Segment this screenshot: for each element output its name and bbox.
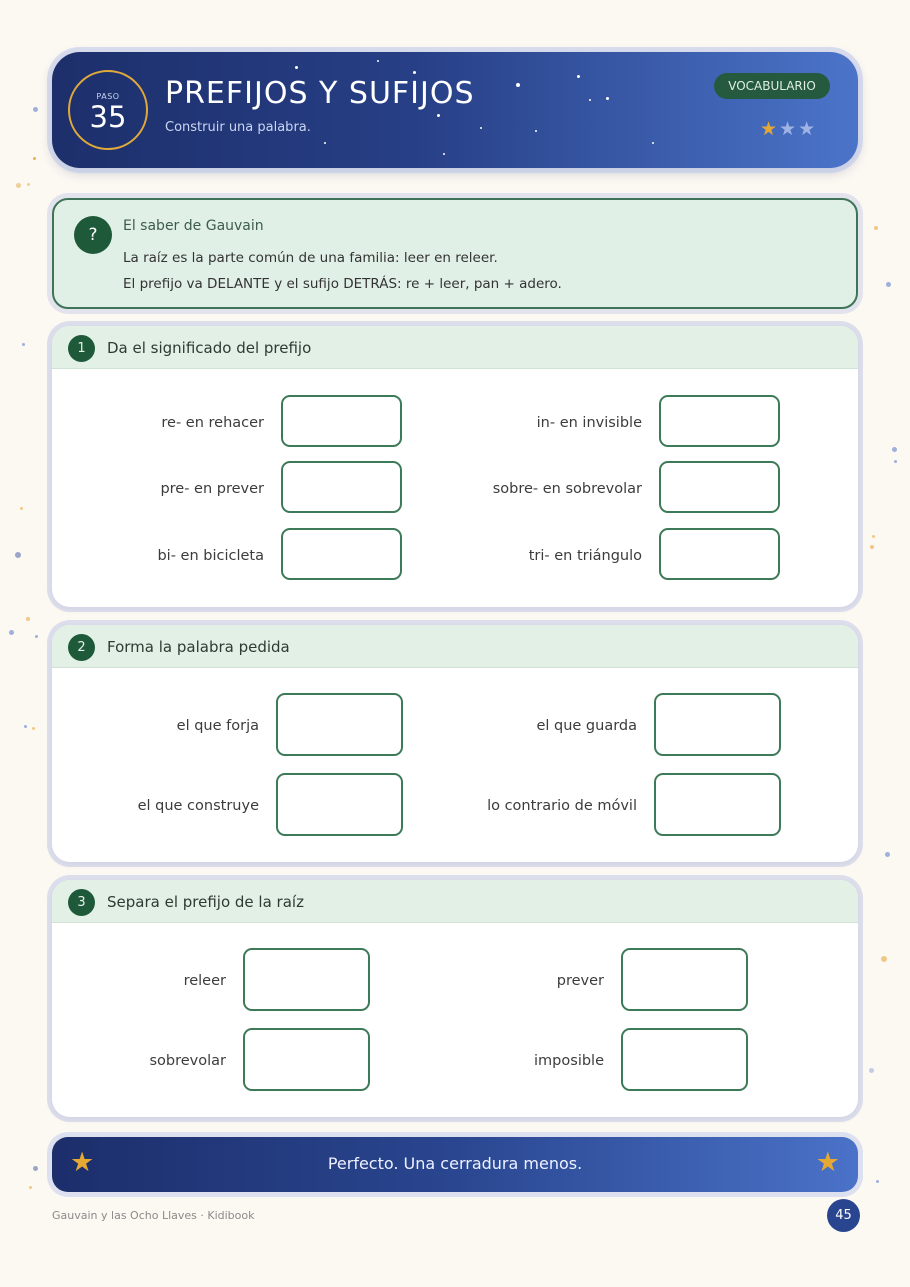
exercise-header — [52, 625, 858, 668]
answer-box[interactable] — [654, 693, 781, 756]
star-empty-icon: ★ — [779, 118, 799, 140]
page-number: 45 — [827, 1199, 860, 1232]
exercise-card-2 — [52, 625, 858, 862]
prompt-label: prever — [556, 973, 604, 989]
page-subtitle: Construir una palabra. — [165, 120, 311, 135]
answer-box[interactable] — [621, 948, 748, 1011]
answer-box[interactable] — [659, 461, 780, 513]
answer-box[interactable] — [659, 395, 780, 447]
star-icon: ★ — [815, 1147, 840, 1178]
answer-box[interactable] — [276, 693, 403, 756]
star-filled-icon: ★ — [760, 118, 780, 140]
answer-box[interactable] — [243, 948, 370, 1011]
tip-line: La raíz es la parte común de una familia: leer en releer. — [123, 250, 498, 266]
prompt-label: re- en rehacer — [161, 415, 264, 431]
prompt-label: el que guarda — [536, 718, 637, 734]
prompt-label: imposible — [534, 1053, 604, 1069]
exercise-title: Da el significado del prefijo — [107, 339, 312, 357]
prompt-label: in- en invisible — [536, 415, 642, 431]
exercise-header — [52, 880, 858, 923]
prompt-label: releer — [183, 973, 226, 989]
book-credit: Gauvain y las Ocho Llaves · Kidibook — [52, 1209, 255, 1222]
answer-box[interactable] — [243, 1028, 370, 1091]
exercise-number: 1 — [68, 335, 95, 362]
prompt-label: el que construye — [137, 798, 259, 814]
question-icon: ? — [74, 216, 112, 254]
step-number: 35 — [89, 100, 127, 134]
answer-box[interactable] — [281, 395, 402, 447]
answer-box[interactable] — [281, 461, 402, 513]
exercise-card-1 — [52, 326, 858, 607]
exercise-card-3 — [52, 880, 858, 1117]
prompt-label: lo contrario de móvil — [487, 798, 637, 814]
category-badge: VOCABULARIO — [714, 73, 830, 99]
answer-box[interactable] — [659, 528, 780, 580]
lesson-header — [52, 52, 858, 168]
exercise-number: 2 — [68, 634, 95, 661]
difficulty-rating — [760, 118, 817, 140]
answer-box[interactable] — [654, 773, 781, 836]
exercise-title: Separa el prefijo de la raíz — [107, 893, 304, 911]
prompt-label: sobrevolar — [149, 1053, 226, 1069]
step-badge — [68, 70, 148, 150]
prompt-label: bi- en bicicleta — [157, 548, 264, 564]
banner-message: Perfecto. Una cerradura menos. — [327, 1154, 583, 1173]
step-label: PASO — [96, 92, 120, 101]
answer-box[interactable] — [621, 1028, 748, 1091]
star-icon: ★ — [70, 1147, 95, 1178]
exercise-header — [52, 326, 858, 369]
prompt-label: el que forja — [176, 718, 259, 734]
page-title: PREFIJOS Y SUFIJOS — [165, 76, 475, 111]
completion-banner — [52, 1137, 858, 1192]
star-empty-icon: ★ — [798, 118, 818, 140]
tip-line: El prefijo va DELANTE y el sufijo DETRÁS: re + leer, pan + adero. — [123, 276, 562, 292]
prompt-label: sobre- en sobrevolar — [492, 481, 642, 497]
exercise-number: 3 — [68, 889, 95, 916]
tip-box — [52, 198, 858, 309]
prompt-label: pre- en prever — [160, 481, 264, 497]
prompt-label: tri- en triángulo — [528, 548, 642, 564]
tip-title: El saber de Gauvain — [123, 218, 264, 234]
answer-box[interactable] — [276, 773, 403, 836]
exercise-title: Forma la palabra pedida — [107, 638, 290, 656]
answer-box[interactable] — [281, 528, 402, 580]
